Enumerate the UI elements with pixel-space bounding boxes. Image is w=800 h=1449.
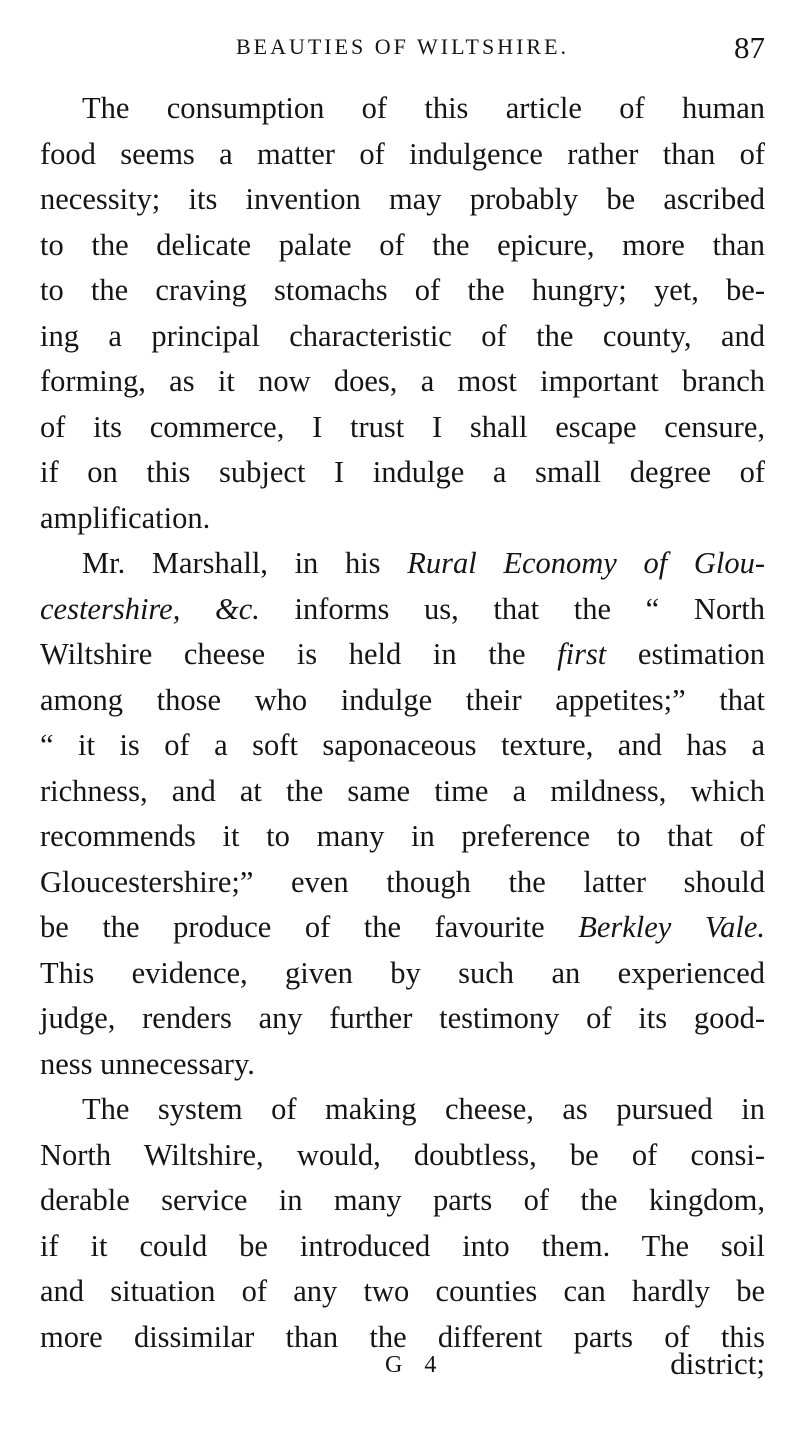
italic-phrase: &c. [214, 591, 260, 626]
italic-phrase: cestershire, [40, 591, 181, 626]
text-line: “ it is of a soft saponaceous texture, and has a [40, 728, 765, 762]
text-line: and situation of any two counties can hardly be [40, 1274, 765, 1308]
text-line-with-italics: be the produce of the favourite Berkley Vale. [40, 910, 765, 944]
text-line-with-italics: cestershire, &c. informs us, that the “ North [40, 591, 765, 626]
text-line: ness unnecessary. [40, 1046, 255, 1081]
italic-phrase: first [557, 637, 607, 671]
text-line: ing a principal characteristic of the county, and [40, 318, 765, 353]
text-line-with-italics: Mr. Marshall, in his Rural Economy of Glou- [82, 546, 765, 580]
text-line: among those who indulge their appetites;” that [40, 682, 765, 717]
text-line: The consumption of this article of human [82, 91, 765, 125]
signature-mark: G 4 [385, 1352, 445, 1378]
italic-phrase: Rural Economy of Glou- [407, 546, 765, 580]
text-line: food seems a matter of indulgence rather than of [40, 136, 765, 171]
text-line: Gloucestershire;” even though the latter should [40, 864, 765, 899]
text-line: recommends it to many in preference to that of [40, 819, 765, 853]
body-text [40, 86, 765, 1360]
page-number: 87 [734, 30, 765, 65]
running-title: BEAUTIES OF WILTSHIRE. [235, 34, 570, 59]
catchword: district; [670, 1346, 765, 1381]
text-line: derable service in many parts of the kingdom, [40, 1183, 765, 1217]
text-line: North Wiltshire, would, doubtless, be of consi- [40, 1137, 765, 1172]
italic-phrase: Berkley Vale. [578, 910, 765, 944]
text-line: The system of making cheese, as pursued in [82, 1092, 765, 1126]
text-line: of its commerce, I trust I shall escape censure, [40, 409, 765, 444]
text-line: necessity; its invention may probably be ascribed [40, 182, 765, 216]
text-line: forming, as it now does, a most important branch [40, 364, 765, 398]
running-head [40, 30, 765, 70]
text-line: richness, and at the same time a mildness, which [40, 773, 765, 808]
text-line: more dissimilar than the different parts of this [40, 1319, 765, 1354]
text-line: if it could be introduced into them. The soil [40, 1228, 765, 1263]
text-line-with-italics: Wiltshire cheese is held in the first estimation [40, 637, 765, 671]
text-line: if on this subject I indulge a small degree of [40, 455, 765, 489]
text-line: This evidence, given by such an experienced [40, 955, 765, 990]
text-line: judge, renders any further testimony of its good- [40, 1001, 765, 1035]
text-line: amplification. [40, 500, 211, 535]
text-line: to the craving stomachs of the hungry; yet, be- [40, 273, 765, 307]
text-line: to the delicate palate of the epicure, more than [40, 227, 765, 262]
page-footer [40, 1346, 765, 1396]
